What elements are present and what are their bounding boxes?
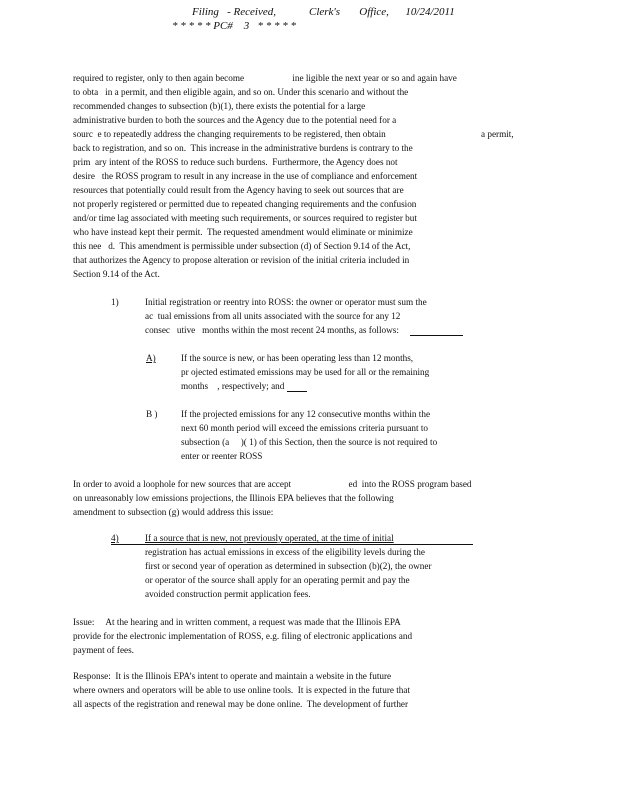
itemB-line: subsection (a )( 1) of this Section, then the source is not required to xyxy=(181,437,438,447)
filing-stamp-line2: * * * * * PC# 3 * * * * * xyxy=(172,20,297,32)
underline-rule xyxy=(287,391,307,392)
underline-rule xyxy=(111,544,473,545)
item4-line: If a source that is new, not previously operated, at the time of initial xyxy=(145,533,394,543)
paragraph1-line: back to registration, and so on. This increase in the administrative burdens is contrary to the xyxy=(73,143,413,153)
underline-rule xyxy=(410,335,463,336)
paragraph1-line: recommended changes to subsection (b)(1), there exists the potential for a large xyxy=(73,101,366,111)
item4-line: registration has actual emissions in excess of the eligibility levels during the xyxy=(145,547,425,557)
itemB-label: B ) xyxy=(146,409,158,419)
paragraph1-line: resources that potentially could result from the Agency having to seek out sources that are xyxy=(73,185,404,195)
issue-line: provide for the electronic implementation of ROSS, e.g. filing of electronic applications and xyxy=(73,631,413,641)
filing-stamp-line1: Filing - Received, Clerk's Office, 10/24/2011 xyxy=(192,6,455,18)
item4-number: 4) xyxy=(111,533,119,543)
item1-line: ac tual emissions from all units associated with the source for any 12 xyxy=(145,311,401,321)
paragraph1-right-fragment: a permit, xyxy=(481,129,514,139)
item1-number: 1) xyxy=(111,297,119,307)
itemA-line: pr ojected estimated emissions may be used for all or the remaining xyxy=(181,367,430,377)
item4-line: avoided construction permit application fees. xyxy=(145,589,311,599)
paragraph1-line: who have instead kept their permit. The requested amendment would eliminate or minimize xyxy=(73,227,413,237)
paragraph1-line: Section 9.14 of the Act. xyxy=(73,269,160,279)
issue-line: payment of fees. xyxy=(73,645,134,655)
paragraph1-line: desire the ROSS program to result in any increase in the use of compliance and enforcement xyxy=(73,171,418,181)
response-line: where owners and operators will be able to use online tools. It is expected in the future that xyxy=(73,685,411,695)
paragraph1-line: administrative burden to both the sources and the Agency due to the potential need for a xyxy=(73,115,397,125)
paragraph1-line: to obta in a permit, and then eligible again, and so on. Under this scenario and without the xyxy=(73,87,409,97)
itemB-line: enter or reenter ROSS xyxy=(181,451,263,461)
paragraph2-line: amendment to subsection (g) would address this issue: xyxy=(73,507,274,517)
paragraph1-line: sourc e to repeatedly address the changing requirements to be registered, then obtain xyxy=(73,129,386,139)
paragraph1-line: not properly registered or permitted due to repeated changing requirements and the confusion xyxy=(73,199,417,209)
paragraph1-line: and/or time lag associated with meeting such requirements, or sources required to register but xyxy=(73,213,417,223)
item4-line: first or second year of operation as determined in subsection (b)(2), the owner xyxy=(145,561,432,571)
paragraph1-line: prim ary intent of the ROSS to reduce such burdens. Furthermore, the Agency does not xyxy=(73,157,398,167)
itemB-line: If the projected emissions for any 12 consecutive months within the xyxy=(181,409,431,419)
response-line: Response: It is the Illinois EPA’s intent to operate and maintain a website in the future xyxy=(73,671,392,681)
paragraph2-line: In order to avoid a loophole for new sources that are accept ed into the ROSS program based xyxy=(73,479,472,489)
item4-line: or operator of the source shall apply for an operating permit and pay the xyxy=(145,575,410,585)
paragraph1-line: this nee d. This amendment is permissible under subsection (d) of Section 9.14 of the Act, xyxy=(73,241,411,251)
paragraph1-line: required to register, only to then again become ine ligible the next year or so and again have xyxy=(73,73,457,83)
itemA-label: A) xyxy=(146,353,156,363)
paragraph1-line: that authorizes the Agency to propose alteration or revision of the initial criteria included in xyxy=(73,255,410,265)
item1-line: Initial registration or reentry into ROSS: the owner or operator must sum the xyxy=(145,297,427,307)
paragraph2-line: on unreasonably low emissions projections, the Illinois EPA believes that the following xyxy=(73,493,394,503)
response-line: all aspects of the registration and renewal may be done online. The development of further xyxy=(73,699,409,709)
item1-line: consec utive months within the most recent 24 months, as follows: xyxy=(145,325,399,335)
itemB-line: next 60 month period will exceed the emissions criteria pursuant to xyxy=(181,423,428,433)
issue-line: Issue: At the hearing and in written comment, a request was made that the Illinois EPA xyxy=(73,617,401,627)
itemA-line: months , respectively; and xyxy=(181,381,285,391)
itemA-line: If the source is new, or has been operating less than 12 months, xyxy=(181,353,414,363)
